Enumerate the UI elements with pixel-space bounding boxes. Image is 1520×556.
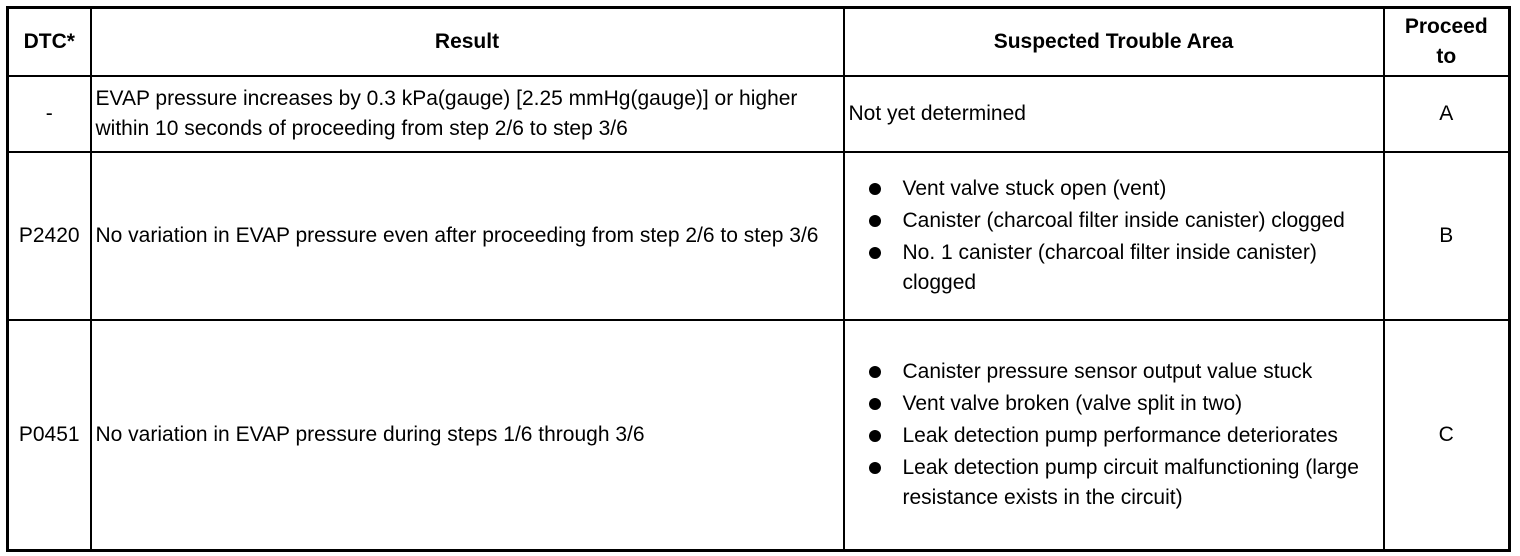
suspected-area-cell <box>844 320 1384 551</box>
area-list-item <box>869 389 1379 419</box>
suspected-area-list <box>849 357 1379 513</box>
header-dtc: DTC* <box>8 8 91 77</box>
area-list-item <box>869 174 1379 204</box>
bullet-icon <box>869 462 881 474</box>
dtc-cell: P0451 <box>8 320 91 551</box>
area-list-item <box>869 357 1379 387</box>
area-list-item <box>869 453 1379 513</box>
dtc-table <box>6 6 1511 552</box>
table-row <box>8 152 1510 320</box>
header-proceed-line1: Proceed <box>1404 15 1488 38</box>
table-row <box>8 76 1510 152</box>
area-item-text: Vent valve stuck open (vent) <box>902 177 1167 200</box>
result-cell: EVAP pressure increases by 0.3 kPa(gauge) [2.25 mmHg(gauge)] or higher within 10 seconds of proceeding from step 2/6 to step 3/6 <box>91 76 844 152</box>
dtc-cell: - <box>8 76 91 152</box>
bullet-icon <box>869 183 881 195</box>
suspected-area-list <box>849 174 1379 298</box>
header-proceed-to <box>1384 8 1510 77</box>
area-item-text: Leak detection pump performance deteriorates <box>902 424 1338 447</box>
suspected-area-cell: Not yet determined <box>844 76 1384 152</box>
result-cell: No variation in EVAP pressure even after proceeding from step 2/6 to step 3/6 <box>91 152 844 320</box>
area-item-text: Canister pressure sensor output value stuck <box>902 360 1313 383</box>
bullet-icon <box>869 215 881 227</box>
suspected-area-cell <box>844 152 1384 320</box>
dtc-cell: P2420 <box>8 152 91 320</box>
area-item-text: Vent valve broken (valve split in two) <box>902 392 1243 415</box>
area-list-item <box>869 238 1379 298</box>
result-cell: No variation in EVAP pressure during steps 1/6 through 3/6 <box>91 320 844 551</box>
area-item-text: Canister (charcoal filter inside canister) clogged <box>902 209 1345 232</box>
table-row <box>8 320 1510 551</box>
area-item-text: No. 1 canister (charcoal filter inside canister) clogged <box>902 241 1317 294</box>
proceed-cell: C <box>1384 320 1510 551</box>
header-result: Result <box>91 8 844 77</box>
bullet-icon <box>869 366 881 378</box>
area-list-item <box>869 206 1379 236</box>
bullet-icon <box>869 398 881 410</box>
area-list-item <box>869 421 1379 451</box>
area-item-text: Leak detection pump circuit malfunctioning (large resistance exists in the circuit) <box>902 456 1359 509</box>
bullet-icon <box>869 247 881 259</box>
proceed-cell: A <box>1384 76 1510 152</box>
header-proceed-line2: to <box>1436 45 1457 68</box>
proceed-cell: B <box>1384 152 1510 320</box>
header-row <box>8 8 1510 77</box>
bullet-icon <box>869 430 881 442</box>
header-suspected-area: Suspected Trouble Area <box>844 8 1384 77</box>
